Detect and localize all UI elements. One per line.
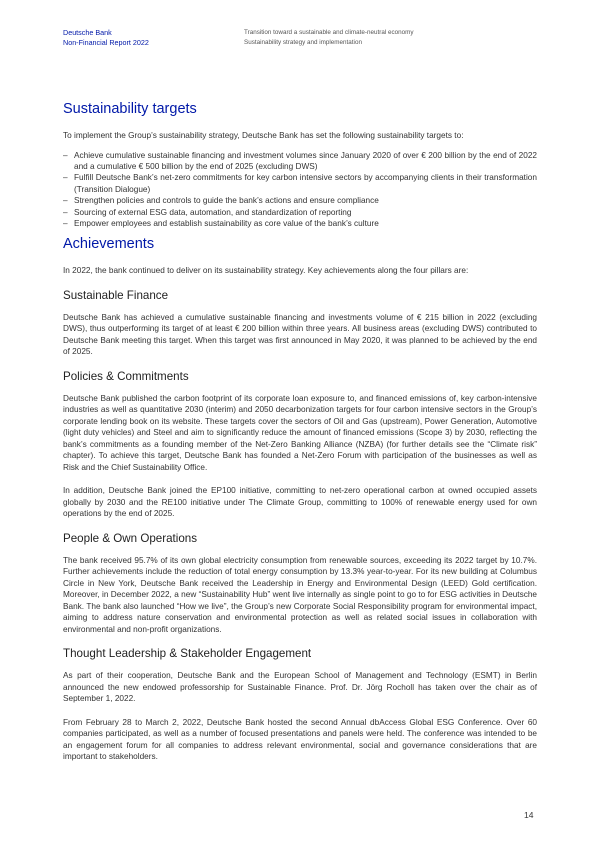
people-paragraph: The bank received 95.7% of its own global electricity consumption from renewable sources, exceeding its 2022 target by 10.7%. Further achievements include the reduction of total energy consumption by 13.3% year-to-year. For its new building at Columbus Circle in New York, Deutsche Bank received the Leadership in Energy and Environmental Design (LEED) Gold certification. Moreover, in December 2022, a new “Sustainability Hub” went live internally as single point to go to for ESG activities in Deutsche Bank. The bank also launched “How we live”, the Group’s new Corporate Social Responsibility program for environmental impact, aiming to address nature conservation and environmental protection as well as related social issues in collaboration with environmental and non-profit organizations. (63, 555, 537, 634)
finance-paragraph: Deutsche Bank has achieved a cumulative sustainable financing and investments volume of € 215 billion in 2022 (excluding DWS), thus outperforming its target of at least € 200 billion within three years. All business areas (excluding DWS) contributed to Deutsche Bank meeting this target. When this target was first announced in May 2020, it was planned to be achieved by the end of 2025. (63, 312, 537, 357)
header-section: Sustainability strategy and implementation (244, 38, 362, 46)
targets-list (63, 150, 537, 230)
people-title: People & Own Operations (63, 531, 198, 545)
header-report: Non-Financial Report 2022 (63, 37, 149, 47)
targets-title: Sustainability targets (63, 101, 197, 117)
list-item: – Empower employees and establish sustainability as core value of the bank’s culture (63, 218, 537, 229)
list-item: – Achieve cumulative sustainable financing and investment volumes since January 2020 of over € 200 billion by the end of 2022 and a cumulative € 500 billion by the end of 2025 (excluding DWS) (63, 150, 537, 173)
header-chapter: Transition toward a sustainable and climate-neutral economy (244, 29, 414, 36)
targets-intro: To implement the Group’s sustainability strategy, Deutsche Bank has set the following sustainability targets to: (63, 131, 464, 140)
header-right (244, 28, 414, 47)
thought-paragraph-1: As part of their cooperation, Deutsche Bank and the European School of Management and Technology (ESMT) in Berlin announced the new endowed professorship for Sustainable Finance. Prof. Dr. Jörg Rocholl has taken over the chair as of September 1, 2022. (63, 671, 537, 704)
achievements-title: Achievements (63, 236, 155, 253)
finance-title: Sustainable Finance (63, 288, 169, 302)
policies-paragraph-2: In addition, Deutsche Bank joined the EP100 initiative, committing to net-zero operational carbon at owned occupied assets globally by 2030 and the RE100 initiative under The Climate Group, committing to 100% of renewable energy used for own operations by the end of 2025. (63, 486, 537, 519)
header-left (63, 28, 149, 47)
header-org: Deutsche Bank (63, 28, 112, 37)
thought-paragraph-2: From February 28 to March 2, 2022, Deutsche Bank hosted the second Annual dbAccess Global ESG Conference. Over 60 companies participated, as well as a number of focused presentations and panels were held. The conference was intended to be an engagement forum for all companies to address relevant environmental, social and governance considerations that are important to stakeholders. (63, 717, 537, 762)
list-item: – Strengthen policies and controls to guide the bank’s actions and ensure compliance (63, 195, 537, 206)
page-number: 14 (524, 810, 534, 820)
list-item: – Sourcing of external ESG data, automation, and standardization of reporting (63, 207, 537, 218)
thought-title: Thought Leadership & Stakeholder Engagement (63, 647, 312, 661)
policies-title: Policies & Commitments (63, 369, 189, 383)
page-content (63, 100, 537, 775)
policies-paragraph-1: Deutsche Bank published the carbon footprint of its corporate loan exposure to, and financed emissions of, key carbon-intensive industries as well as quantitative 2030 (interim) and 2050 decarbonization targets for four carbon intensive sectors in the Group’s corporate lending book on its website. These targets cover the sectors of Oil and Gas (upstream), Power Generation, Automotive (light duty vehicles) and Steel and aim to significantly reduce the amount of financed emissions (Scope 3) by 2030, reflecting the bank’s commitments as a founding member of the Net-Zero Banking Alliance (NZBA) (for further details see the “Climate risk” chapter). To achieve this target, Deutsche Bank has founded a Net-Zero Forum with participation of the businesses as well as Risk and the Chief Sustainability Office. (63, 393, 537, 472)
list-item: – Fulfill Deutsche Bank’s net-zero commitments for key carbon intensive sectors by accompanying clients in their transformation (Transition Dialogue) (63, 172, 537, 195)
achievements-intro: In 2022, the bank continued to deliver on its sustainability strategy. Key achievements along the four pillars are: (63, 266, 469, 276)
